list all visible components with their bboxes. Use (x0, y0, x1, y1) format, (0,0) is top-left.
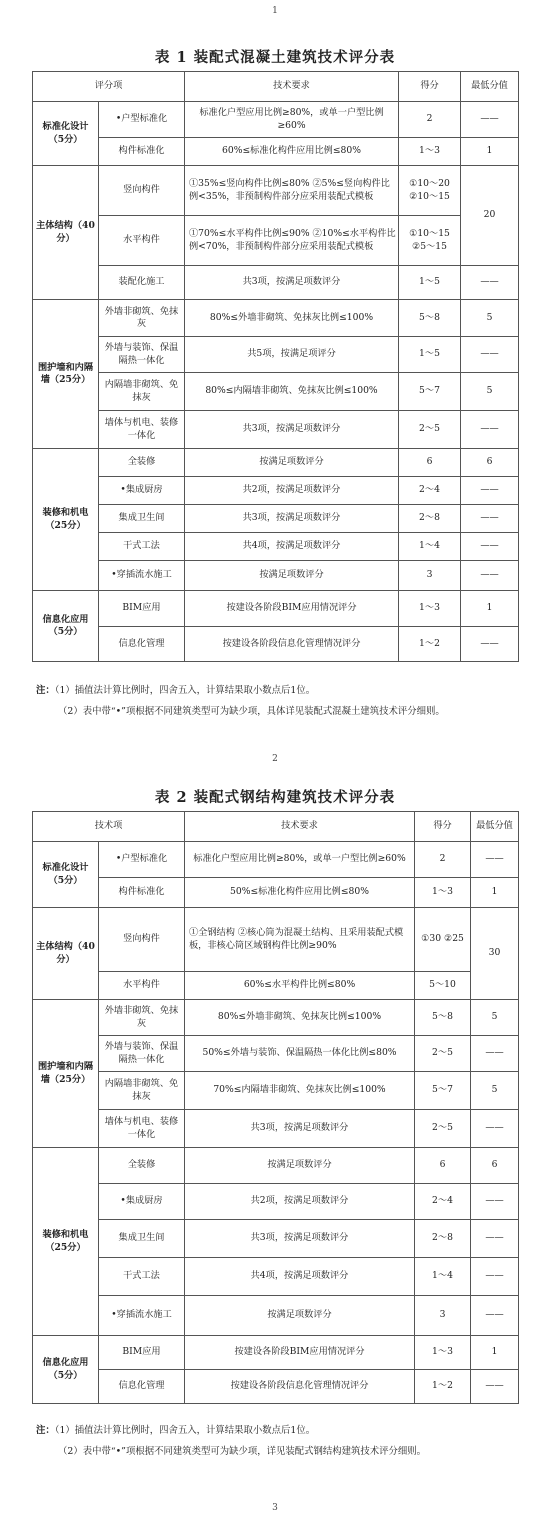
item-cell: 内隔墙非砌筑、免抹灰 (99, 373, 185, 411)
min-score-cell: 5 (461, 373, 519, 411)
requirement-cell: 标准化户型应用比例≥80%，或单一户型比例≥60% (185, 842, 415, 878)
requirement-cell: 共2项，按满足项数评分 (185, 477, 399, 505)
note-line: （2）表中带“•”项根据不同建筑类型可为缺少项，详见装配式钢结构建筑技术评分细则。 (58, 1446, 426, 1457)
table-row (33, 1220, 519, 1258)
category-cell: 主体结构（40分） (33, 908, 99, 1000)
item-cell: 构件标准化 (99, 878, 185, 908)
category-cell: 装修和机电（25分） (33, 1148, 99, 1336)
table-row (33, 1000, 519, 1036)
item-cell: 内隔墙非砌筑、免抹灰 (99, 1072, 185, 1110)
item-cell: 干式工法 (99, 1258, 185, 1296)
table-row (33, 300, 519, 337)
requirement-cell: ①35%≤竖向构件比例≤80% ②5%≤竖向构件比例<35%，非预制构件部分应采用装配式模板 (185, 166, 399, 216)
score-cell: ①30 ②25 (415, 908, 471, 972)
requirement-cell: 共2项，按满足项数评分 (185, 1184, 415, 1220)
item-cell: 竖向构件 (99, 166, 185, 216)
requirement-cell: 共4项，按满足项数评分 (185, 1258, 415, 1296)
header-score: 得分 (399, 72, 461, 102)
min-score-cell: —— (461, 102, 519, 138)
requirement-cell: 共3项，按满足项数评分 (185, 1110, 415, 1148)
item-cell: BIM应用 (99, 591, 185, 627)
min-score-cell: 6 (461, 449, 519, 477)
category-cell: 标准化设计（5分） (33, 102, 99, 166)
header-requirement: 技术要求 (185, 72, 399, 102)
table-row (33, 972, 519, 1000)
requirement-cell: 按满足项数评分 (185, 561, 399, 591)
table-row (33, 908, 519, 972)
requirement-cell: 80%≤内隔墙非砌筑、免抹灰比例≤100% (185, 373, 399, 411)
score-cell: 1～4 (399, 533, 461, 561)
requirement-cell: 按满足项数评分 (185, 449, 399, 477)
score-cell: 5～8 (399, 300, 461, 337)
requirement-cell: 70%≤内隔墙非砌筑、免抹灰比例≤100% (185, 1072, 415, 1110)
table-row (33, 102, 519, 138)
score-cell: 1～3 (399, 591, 461, 627)
item-cell: 装配化施工 (99, 266, 185, 300)
table-row (33, 842, 519, 878)
item-cell: •户型标准化 (99, 102, 185, 138)
min-score-cell: —— (461, 411, 519, 449)
item-cell: 全装修 (99, 449, 185, 477)
score-cell: 2～8 (415, 1220, 471, 1258)
score-cell: 5～7 (415, 1072, 471, 1110)
min-score-cell: —— (471, 1296, 519, 1336)
note-label: 注： (36, 685, 55, 696)
requirement-cell: 按建设各阶段信息化管理情况评分 (185, 627, 399, 662)
table-row (33, 266, 519, 300)
item-cell: •集成厨房 (99, 1184, 185, 1220)
min-score-cell: —— (471, 1370, 519, 1404)
table-row (33, 1072, 519, 1110)
table-row (33, 1184, 519, 1220)
item-cell: 集成卫生间 (99, 1220, 185, 1258)
min-score-cell: 6 (471, 1148, 519, 1184)
item-cell: 外墙非砌筑、免抹灰 (99, 300, 185, 337)
score-cell: 3 (399, 561, 461, 591)
requirement-cell: 80%≤外墙非砌筑、免抹灰比例≤100% (185, 300, 399, 337)
score-cell: 6 (415, 1148, 471, 1184)
requirement-cell: 60%≤水平构件比例≤80% (185, 972, 415, 1000)
min-score-cell: 1 (461, 138, 519, 166)
table-row (33, 138, 519, 166)
header-score: 得分 (415, 812, 471, 842)
score-cell: 3 (415, 1296, 471, 1336)
score-cell: 1～2 (399, 627, 461, 662)
item-cell: 水平构件 (99, 216, 185, 266)
table-row (33, 449, 519, 477)
table-row (33, 505, 519, 533)
score-cell: ①10～20 ②10～15 (399, 166, 461, 216)
min-score-cell: 1 (471, 878, 519, 908)
table-row (33, 627, 519, 662)
min-score-cell: —— (461, 627, 519, 662)
table-row (33, 1258, 519, 1296)
table-2-notes (36, 1420, 506, 1463)
table-row (33, 166, 519, 216)
min-score-cell: —— (471, 1036, 519, 1072)
table-row (33, 1336, 519, 1370)
table-row (33, 1370, 519, 1404)
table-row (33, 373, 519, 411)
requirement-cell: 共3项，按满足项数评分 (185, 411, 399, 449)
score-cell: 2 (399, 102, 461, 138)
min-score-cell: —— (461, 505, 519, 533)
min-score-cell: 5 (461, 300, 519, 337)
score-cell: 2 (415, 842, 471, 878)
min-score-cell: —— (461, 266, 519, 300)
requirement-cell: 共3项，按满足项数评分 (185, 505, 399, 533)
item-cell: 墙体与机电、装修一体化 (99, 411, 185, 449)
header-min-score: 最低分值 (471, 812, 519, 842)
page-number: 1 (272, 6, 278, 16)
note-line (36, 680, 506, 701)
table-2-title: 表 2 装配式钢结构建筑技术评分表 (154, 789, 396, 806)
requirement-cell: 共3项，按满足项数评分 (185, 1220, 415, 1258)
min-score-cell: —— (461, 561, 519, 591)
score-cell: ①10～15 ②5～15 (399, 216, 461, 266)
requirement-cell: 50%≤外墙与装饰、保温隔热一体化比例≤80% (185, 1036, 415, 1072)
item-cell: •户型标准化 (99, 842, 185, 878)
table-row (33, 591, 519, 627)
category-cell: 主体结构（40分） (33, 166, 99, 300)
score-cell: 1～2 (415, 1370, 471, 1404)
table-row (33, 411, 519, 449)
item-cell: •穿插流水施工 (99, 1296, 185, 1336)
page-number: 2 (272, 754, 278, 764)
table-1-title: 表 1 装配式混凝土建筑技术评分表 (154, 49, 396, 66)
table-row (33, 1296, 519, 1336)
min-score-cell: —— (471, 1110, 519, 1148)
score-cell: 2～5 (415, 1110, 471, 1148)
requirement-cell: 按建设各阶段信息化管理情况评分 (185, 1370, 415, 1404)
min-score-cell: —— (471, 1258, 519, 1296)
score-cell: 1～5 (399, 337, 461, 373)
score-cell: 2～4 (415, 1184, 471, 1220)
min-score-cell: 30 (471, 908, 519, 1000)
item-cell: 信息化管理 (99, 627, 185, 662)
category-cell: 围护墙和内隔墙（25分） (33, 300, 99, 449)
item-cell: 集成卫生间 (99, 505, 185, 533)
table-1-notes (36, 680, 506, 723)
requirement-cell: 标准化户型应用比例≥80%，或单一户型比例≥60% (185, 102, 399, 138)
min-score-cell: —— (471, 842, 519, 878)
page-number: 3 (272, 1503, 278, 1513)
item-cell: 全装修 (99, 1148, 185, 1184)
score-cell: 6 (399, 449, 461, 477)
table-header-row (33, 812, 519, 842)
item-cell: 信息化管理 (99, 1370, 185, 1404)
table-row (33, 878, 519, 908)
requirement-cell: 按满足项数评分 (185, 1148, 415, 1184)
item-cell: 干式工法 (99, 533, 185, 561)
requirement-cell: 60%≤标准化构件应用比例≤80% (185, 138, 399, 166)
score-cell: 1～3 (415, 1336, 471, 1370)
requirement-cell: 50%≤标准化构件应用比例≤80% (185, 878, 415, 908)
item-cell: 外墙非砌筑、免抹灰 (99, 1000, 185, 1036)
table-row (33, 337, 519, 373)
score-cell: 2～4 (399, 477, 461, 505)
requirement-cell: 按满足项数评分 (185, 1296, 415, 1336)
header-item: 评分项 (33, 72, 185, 102)
score-cell: 1～3 (415, 878, 471, 908)
table-row (33, 477, 519, 505)
header-min-score: 最低分值 (461, 72, 519, 102)
requirement-cell: 共3项，按满足项数评分 (185, 266, 399, 300)
table-row (33, 561, 519, 591)
min-score-cell: —— (461, 477, 519, 505)
score-cell: 2～5 (415, 1036, 471, 1072)
requirement-cell: 按建设各阶段BIM应用情况评分 (185, 1336, 415, 1370)
score-cell: 1～4 (415, 1258, 471, 1296)
min-score-cell: 20 (461, 166, 519, 266)
item-cell: BIM应用 (99, 1336, 185, 1370)
item-cell: •集成厨房 (99, 477, 185, 505)
table-row (33, 1148, 519, 1184)
min-score-cell: 5 (471, 1072, 519, 1110)
min-score-cell: —— (461, 533, 519, 561)
category-cell: 装修和机电（25分） (33, 449, 99, 591)
table-1 (32, 71, 519, 662)
item-cell: •穿插流水施工 (99, 561, 185, 591)
requirement-cell: 共4项，按满足项数评分 (185, 533, 399, 561)
category-cell: 信息化应用（5分） (33, 1336, 99, 1404)
min-score-cell: 1 (461, 591, 519, 627)
min-score-cell: 5 (471, 1000, 519, 1036)
score-cell: 2～5 (399, 411, 461, 449)
item-cell: 外墙与装饰、保温隔热一体化 (99, 337, 185, 373)
note-label: 注： (36, 1425, 55, 1436)
score-cell: 2～8 (399, 505, 461, 533)
item-cell: 构件标准化 (99, 138, 185, 166)
min-score-cell: —— (471, 1184, 519, 1220)
header-item: 技术项 (33, 812, 185, 842)
note-text: （1）插值法计算比例时，四舍五入，计算结果取小数点后1位。 (54, 685, 316, 696)
category-cell: 围护墙和内隔墙（25分） (33, 1000, 99, 1148)
requirement-cell: 按建设各阶段BIM应用情况评分 (185, 591, 399, 627)
score-cell: 5～8 (415, 1000, 471, 1036)
score-cell: 5～7 (399, 373, 461, 411)
requirement-cell: ①全钢结构 ②核心筒为混凝土结构、且采用装配式模板，非核心筒区域钢构件比例≥90% (185, 908, 415, 972)
score-cell: 5～10 (415, 972, 471, 1000)
item-cell: 水平构件 (99, 972, 185, 1000)
min-score-cell: 1 (471, 1336, 519, 1370)
item-cell: 墙体与机电、装修一体化 (99, 1110, 185, 1148)
note-line (36, 1420, 506, 1441)
requirement-cell: 共5项，按满足项评分 (185, 337, 399, 373)
score-cell: 1～5 (399, 266, 461, 300)
note-line: （2）表中带“•”项根据不同建筑类型可为缺少项，具体详见装配式混凝土建筑技术评分细则。 (58, 706, 445, 717)
requirement-cell: 80%≤外墙非砌筑、免抹灰比例≤100% (185, 1000, 415, 1036)
table-row (33, 533, 519, 561)
table-row (33, 1036, 519, 1072)
header-requirement: 技术要求 (185, 812, 415, 842)
table-row (33, 1110, 519, 1148)
table-header-row (33, 72, 519, 102)
min-score-cell: —— (461, 337, 519, 373)
category-cell: 标准化设计（5分） (33, 842, 99, 908)
item-cell: 外墙与装饰、保温隔热一体化 (99, 1036, 185, 1072)
table-row (33, 216, 519, 266)
score-cell: 1～3 (399, 138, 461, 166)
table-2 (32, 811, 519, 1404)
min-score-cell: —— (471, 1220, 519, 1258)
item-cell: 竖向构件 (99, 908, 185, 972)
requirement-cell: ①70%≤水平构件比例≤90% ②10%≤水平构件比例<70%，非预制构件部分应采用装配式模板 (185, 216, 399, 266)
note-text: （1）插值法计算比例时，四舍五入，计算结果取小数点后1位。 (54, 1425, 316, 1436)
category-cell: 信息化应用（5分） (33, 591, 99, 662)
